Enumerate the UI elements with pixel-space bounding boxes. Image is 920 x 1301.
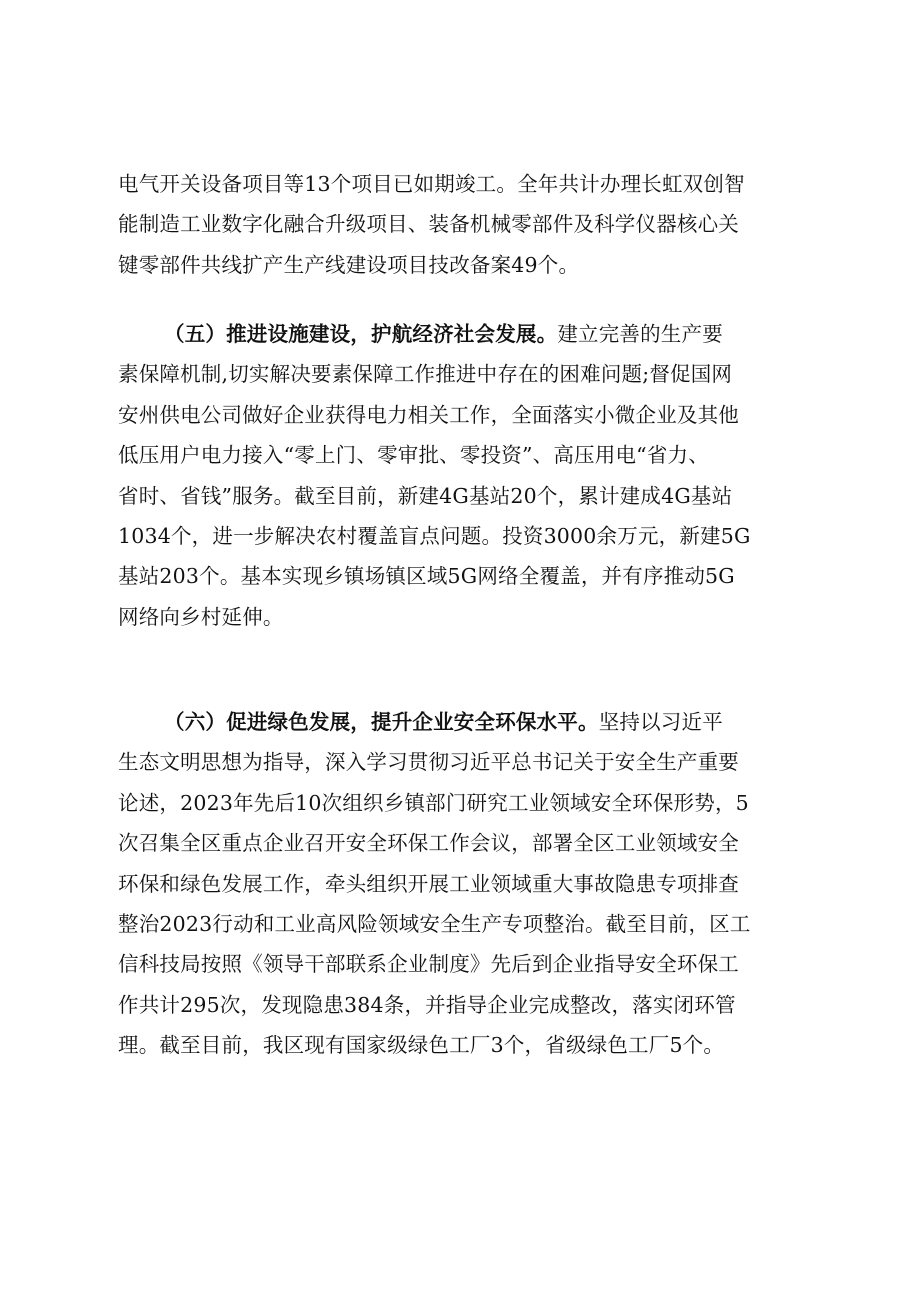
section-heading-5: （五）推进设施建设，护航经济社会发展。 [164, 322, 558, 346]
text-line: 电气开关设备项目等13个项目已如期竣工。全年共计办理长虹双创智 [118, 172, 745, 196]
text-line: 低压用户电力接入“零上门、零审批、零投资”、高压用电“省力、 [118, 443, 709, 468]
text-line: 次召集全区重点企业召开安全环保工作会议，部署全区工业领域安全 [118, 831, 739, 856]
text-line: 基站203个。基本实现乡镇场镇区域5G网络全覆盖，并有序推动5G [118, 564, 735, 589]
text-line [118, 314, 808, 354]
heading-continuation: 坚持以习近平 [598, 710, 723, 734]
text-line [118, 702, 808, 742]
text-line: 素保障机制,切实解决要素保障工作推进中存在的困难问题;督促国网 [118, 362, 733, 387]
text-line: 理。截至目前，我区现有国家级绿色工厂3个，省级绿色工厂5个。 [118, 1033, 725, 1058]
text-line: 省时、省钱”服务。截至目前，新建4G基站20个，累计建成4G基站 [118, 483, 733, 508]
text-line: 1034个，进一步解决农村覆盖盲点问题。投资3000余万元，新建5G [118, 523, 751, 548]
text-line: 信科技局按照《领导干部联系企业制度》先后到企业指导安全环保工 [118, 952, 739, 977]
text-line: 论述，2023年先后10次组织乡镇部门研究工业领域安全环保形势，5 [118, 790, 749, 815]
paragraph-green-development [118, 702, 808, 1066]
section-heading-6: （六）促进绿色发展，提升企业安全环保水平。 [164, 710, 599, 734]
paragraph-infrastructure [118, 314, 808, 637]
text-line: 键零部件共线扩产生产线建设项目技改备案49个。 [118, 252, 580, 277]
text-line: 能制造工业数字化融合升级项目、装备机械零部件及科学仪器核心关 [118, 212, 739, 237]
text-line: 生态文明思想为指导，深入学习贯彻习近平总书记关于安全生产重要 [118, 750, 739, 775]
text-line: 网络向乡村延伸。 [118, 604, 284, 629]
text-line: 整治2023行动和工业高风险领域安全生产专项整治。截至目前，区工 [118, 911, 751, 936]
text-line: 作共计295次，发现隐患384条，并指导企业完成整改，落实闭环管 [118, 992, 736, 1017]
text-line: 环保和绿色发展工作，牵头组织开展工业领域重大事故隐患专项排查 [118, 871, 739, 896]
heading-continuation: 建立完善的生产要 [557, 322, 723, 346]
text-line: 安州供电公司做好企业获得电力相关工作，全面落实小微企业及其他 [118, 402, 739, 427]
paragraph-project-completion [118, 164, 808, 285]
